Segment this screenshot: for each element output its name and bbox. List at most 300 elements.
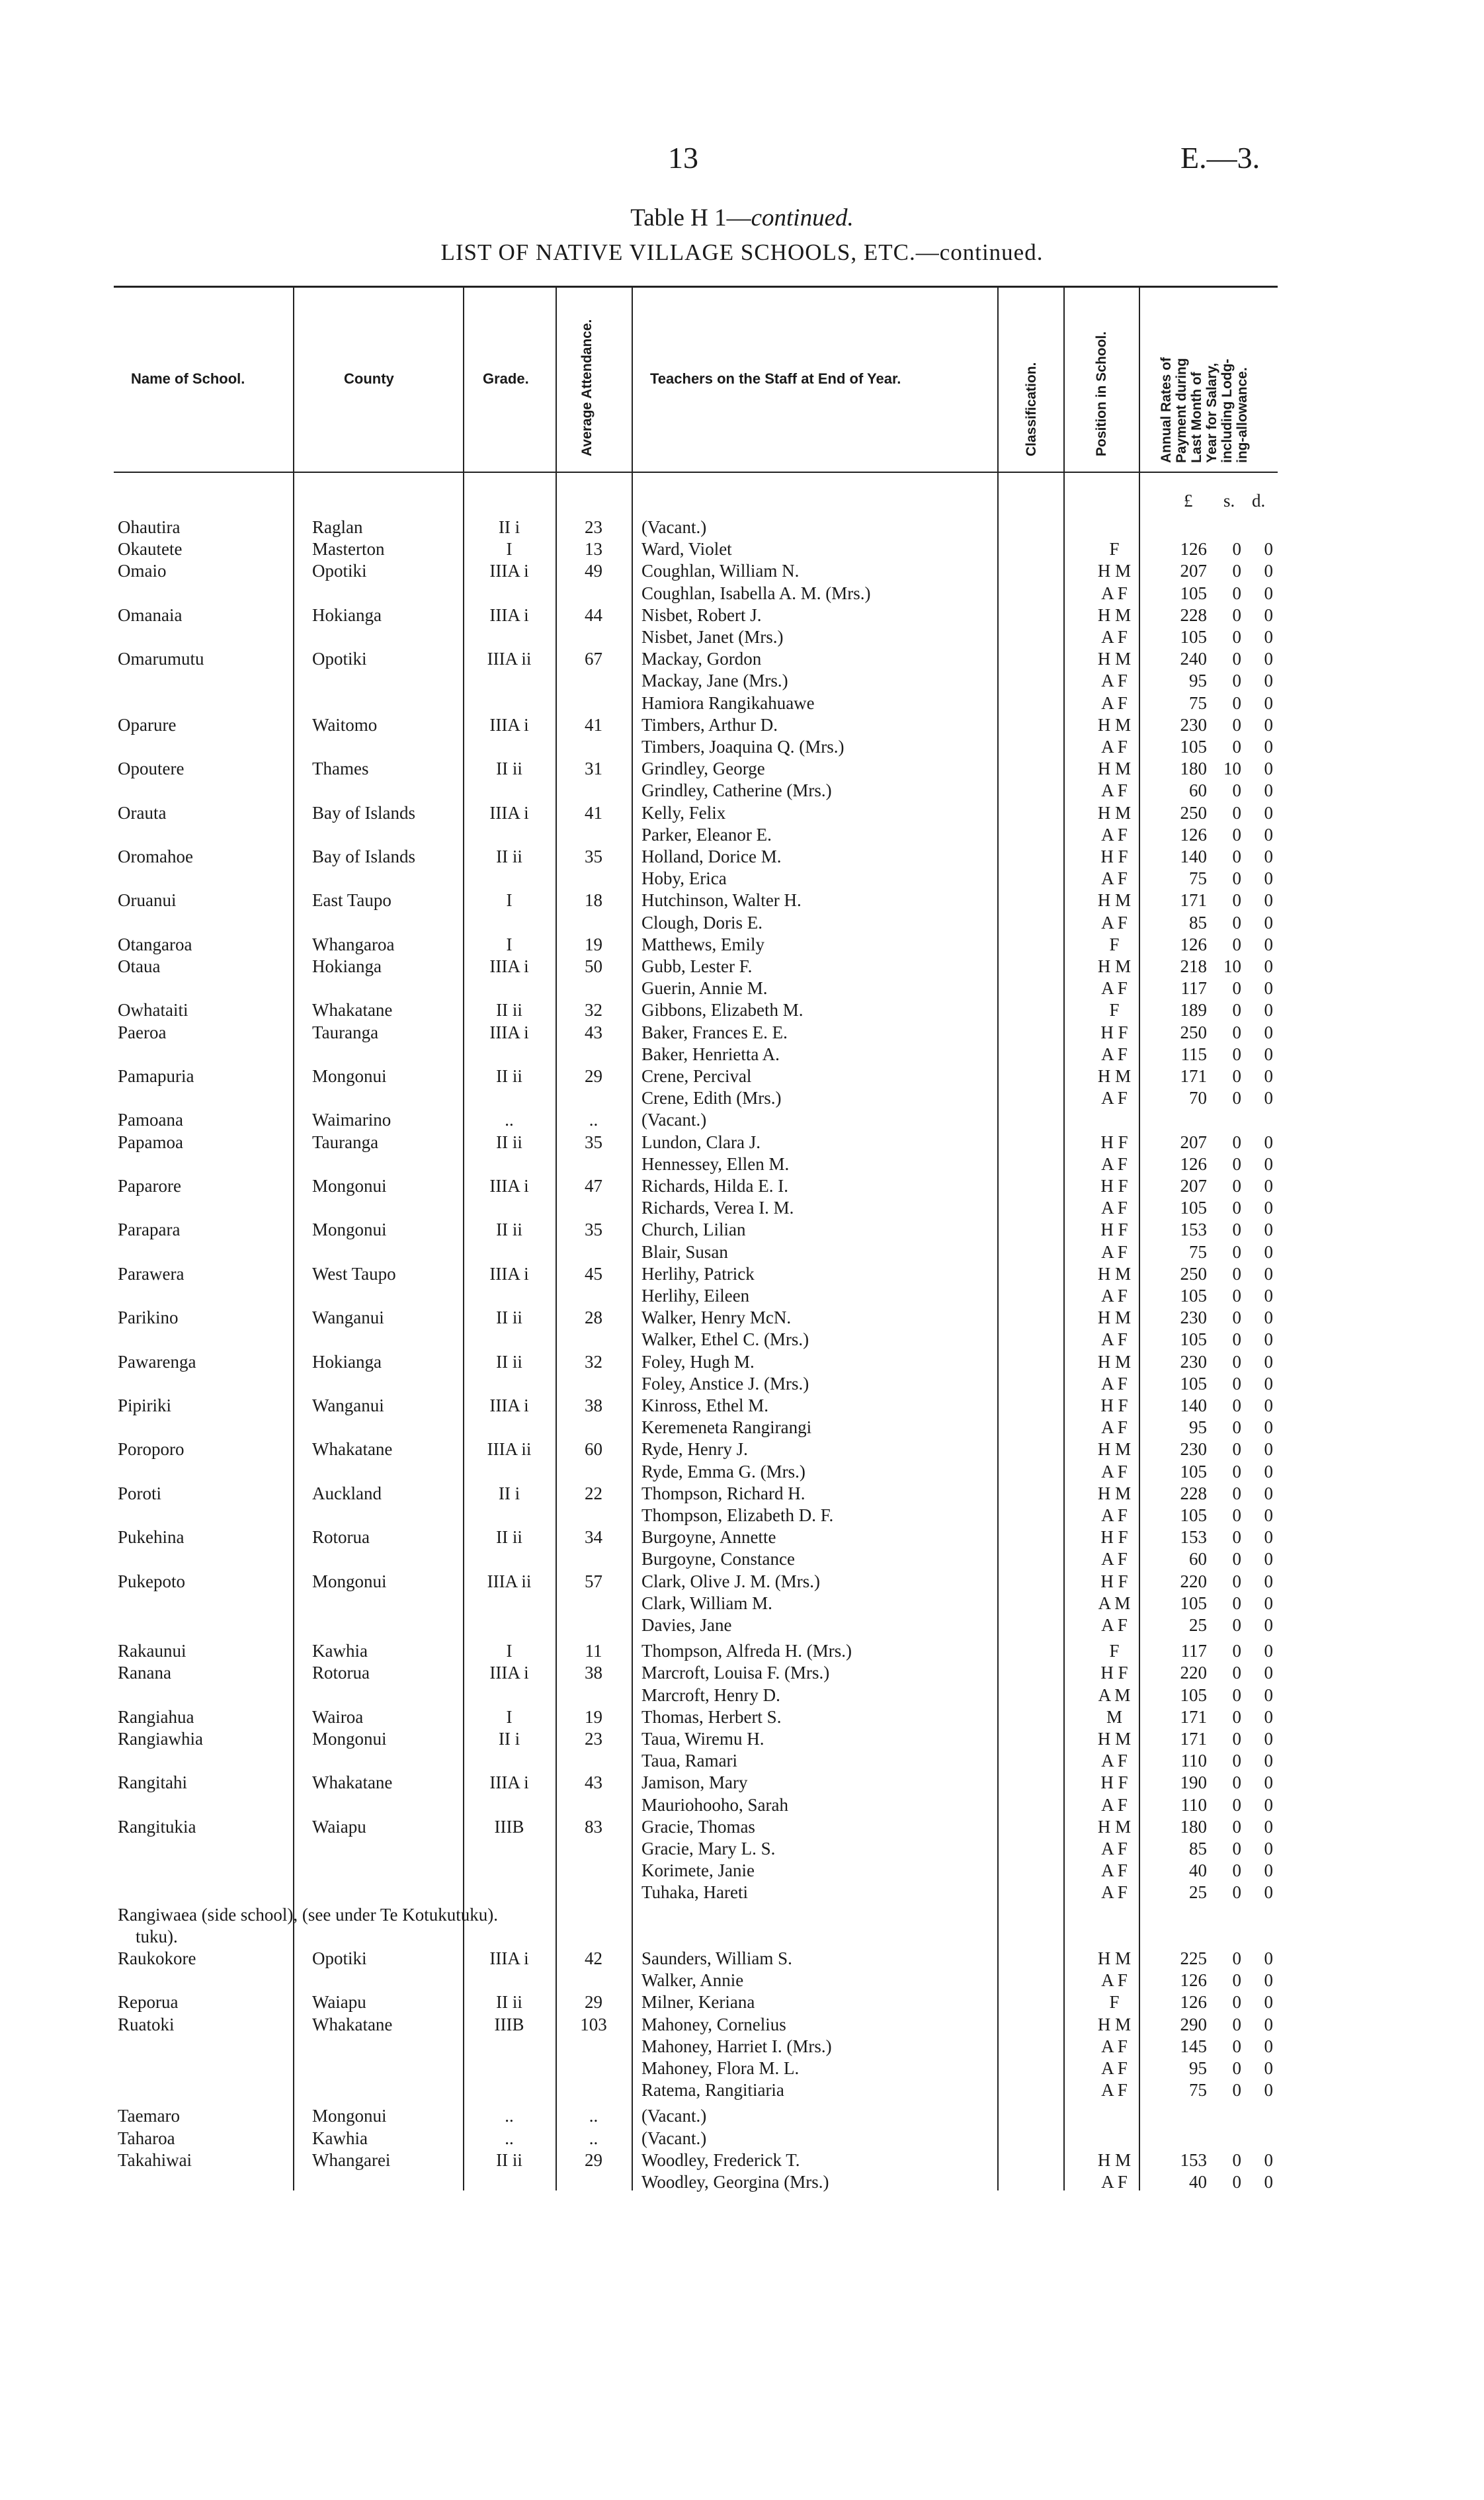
rate-shillings: 0 [1232, 2058, 1241, 2078]
rate-pounds: 126 [1180, 934, 1207, 954]
position-value: H F [1100, 1527, 1128, 1548]
school-name: Okautete [118, 539, 183, 560]
grade-value: II ii [496, 1351, 522, 1372]
county-name: Hokianga [312, 956, 382, 976]
teacher-name: Thompson, Richard H. [641, 1483, 805, 1503]
teacher-name: Mahoney, Flora M. L. [641, 2058, 800, 2078]
rate-shillings: 0 [1232, 978, 1241, 999]
rate-pence: 0 [1264, 1153, 1273, 1174]
teacher-name: Nisbet, Janet (Mrs.) [641, 627, 784, 647]
school-name: Owhataiti [118, 1000, 188, 1021]
school-name: Raukokore [118, 1948, 196, 1968]
rate-shillings: 0 [1232, 802, 1241, 823]
rate-pounds: 117 [1180, 978, 1207, 999]
rate-pence: 0 [1264, 759, 1273, 779]
rate-shillings: 0 [1232, 1308, 1241, 1328]
county-name: Opotiki [312, 561, 367, 581]
teacher-name: Burgoyne, Annette [641, 1527, 776, 1548]
county-name: Waiapu [312, 1992, 366, 2013]
teacher-name: Walker, Annie [641, 1970, 744, 1991]
grade-value: II ii [496, 847, 522, 866]
position-value: A F [1101, 1549, 1128, 1569]
attendance-value: 42 [585, 1948, 602, 1968]
position-value: H F [1100, 1396, 1128, 1415]
rate-shillings: 0 [1232, 2080, 1241, 2101]
attendance-value: 23 [585, 1729, 602, 1749]
table-row [0, 1548, 1484, 1570]
rate-shillings: 0 [1232, 824, 1241, 845]
rate-pounds: 40 [1189, 2172, 1207, 2192]
rate-shillings: 0 [1232, 2172, 1241, 2192]
grade-value: I [506, 1706, 513, 1727]
position-value: A F [1101, 2036, 1128, 2056]
school-name: Otaua [118, 956, 161, 976]
table-row [0, 2035, 1484, 2058]
rate-shillings: 0 [1232, 1663, 1241, 1683]
rate-pounds: 75 [1189, 2080, 1207, 2101]
position-value: A F [1101, 737, 1128, 757]
position-value: A F [1101, 868, 1128, 889]
rate-pence: 0 [1264, 934, 1273, 954]
rate-shillings: 0 [1232, 1860, 1241, 1881]
teacher-name: Mauriohooho, Sarah [641, 1794, 788, 1815]
rate-pence: 0 [1264, 1772, 1273, 1793]
school-name: Paeroa [118, 1022, 167, 1042]
county-name: Mongonui [312, 1571, 387, 1591]
teacher-name: Timbers, Arthur D. [641, 714, 778, 735]
teacher-name: Hutchinson, Walter H. [641, 890, 802, 911]
county-name: Whakatane [312, 2014, 393, 2034]
attendance-value: 31 [585, 759, 602, 779]
teacher-name: Kelly, Felix [641, 802, 726, 823]
teacher-name: Blair, Susan [641, 1241, 728, 1262]
county-name: Auckland [312, 1483, 382, 1503]
county-name: Mongonui [312, 1176, 387, 1196]
rate-shillings: 0 [1232, 1022, 1241, 1042]
attendance-value: 38 [585, 1663, 602, 1683]
school-name: Omarumutu [118, 649, 204, 669]
position-value: H F [1100, 1022, 1128, 1042]
header-attendance: Average Attendance. [579, 319, 595, 456]
teacher-name: Gracie, Thomas [641, 1816, 755, 1837]
school-name: Taharoa [118, 2128, 175, 2148]
school-name: Pukepoto [118, 1571, 186, 1591]
attendance-value: 67 [585, 649, 602, 669]
attendance-value: 47 [585, 1176, 602, 1196]
teacher-name: Richards, Hilda E. I. [641, 1176, 788, 1196]
rate-pounds: 230 [1180, 1351, 1207, 1372]
attendance-value: 11 [585, 1641, 602, 1661]
county-name: West Taupo [312, 1263, 396, 1284]
position-value: A M [1098, 1593, 1131, 1613]
rate-pence: 0 [1264, 847, 1273, 866]
rate-pence: 0 [1264, 583, 1273, 603]
position-value: H M [1097, 1729, 1132, 1749]
rate-shillings: 0 [1232, 627, 1241, 647]
rate-pence: 0 [1264, 1241, 1273, 1262]
table-row [0, 1728, 1484, 1750]
rate-shillings: 10 [1223, 956, 1241, 976]
table-row [0, 1706, 1484, 1728]
unit-shillings: s. [1223, 491, 1235, 511]
position-value: F [1109, 1992, 1120, 2013]
rate-pounds: 220 [1180, 1663, 1207, 1683]
rate-pounds: 228 [1180, 1483, 1207, 1503]
teacher-name: Woodley, Georgina (Mrs.) [641, 2172, 829, 2192]
table-row [0, 626, 1484, 648]
teacher-name: Taua, Wiremu H. [641, 1729, 764, 1749]
teacher-name: Clough, Doris E. [641, 912, 763, 933]
rate-pence: 0 [1264, 2149, 1273, 2170]
rate-pounds: 171 [1180, 1066, 1207, 1086]
rate-pence: 0 [1264, 1882, 1273, 1903]
rate-shillings: 0 [1232, 847, 1241, 866]
rate-pence: 0 [1264, 1751, 1273, 1771]
teacher-name: (Vacant.) [641, 517, 707, 537]
school-name: Takahiwai [118, 2149, 192, 2170]
position-value: H M [1097, 956, 1132, 976]
position-value: A F [1101, 1505, 1128, 1525]
teacher-name: Coughlan, Isabella A. M. (Mrs.) [641, 583, 871, 603]
header-rates-line: Payment during [1174, 358, 1189, 463]
table-row [0, 1153, 1484, 1175]
rate-shillings: 0 [1232, 1816, 1241, 1837]
teacher-name: Richards, Verea I. M. [641, 1198, 794, 1218]
header-top-rule [114, 286, 1278, 288]
rate-pence: 0 [1264, 1593, 1273, 1613]
grade-value: II ii [496, 1066, 522, 1086]
grade-value: I [506, 934, 513, 954]
county-name: Whakatane [312, 1439, 393, 1460]
rate-pounds: 105 [1180, 1461, 1207, 1481]
county-name: Thames [312, 759, 369, 779]
teacher-name: Tuhaka, Hareti [641, 1882, 748, 1903]
table-row [0, 538, 1484, 560]
header-position: Position in School. [1094, 331, 1109, 456]
table-row [0, 1241, 1484, 1263]
grade-value: II ii [496, 1000, 522, 1021]
table-row [0, 1087, 1484, 1109]
county-name: Mongonui [312, 1066, 387, 1086]
grade-value: .. [505, 1110, 514, 1130]
position-value: A F [1101, 1882, 1128, 1903]
rate-pence: 0 [1264, 1992, 1273, 2013]
rate-pounds: 230 [1180, 714, 1207, 735]
table-subtitle: LIST OF NATIVE VILLAGE SCHOOLS, ETC.—continued. [440, 239, 1044, 265]
school-name: Oparure [118, 714, 177, 735]
attendance-value: 41 [585, 802, 602, 823]
position-value: H F [1100, 1571, 1128, 1591]
rate-pounds: 207 [1180, 561, 1207, 581]
school-name: Otangaroa [118, 934, 192, 954]
rate-pence: 0 [1264, 1706, 1273, 1727]
table-row [0, 714, 1484, 736]
rate-pounds: 126 [1180, 539, 1207, 560]
rate-pounds: 225 [1180, 1948, 1207, 1968]
rate-shillings: 0 [1232, 1176, 1241, 1196]
table-row [0, 1021, 1484, 1044]
rate-pounds: 85 [1189, 912, 1207, 933]
rate-pounds: 95 [1189, 1417, 1207, 1438]
county-name: Opotiki [312, 1948, 367, 1968]
position-value: H M [1097, 714, 1132, 735]
rate-pence: 0 [1264, 1970, 1273, 1991]
position-value: A F [1101, 671, 1128, 691]
rate-shillings: 0 [1232, 1839, 1241, 1858]
rate-shillings: 0 [1232, 1571, 1241, 1591]
table-row [0, 911, 1484, 934]
position-value: H M [1097, 759, 1132, 779]
teacher-name: (Vacant.) [641, 1110, 707, 1130]
grade-value: IIIA i [489, 802, 529, 823]
teacher-name: Hamiora Rangikahuawe [641, 692, 815, 713]
rate-shillings: 0 [1232, 1132, 1241, 1152]
school-name: Omanaia [118, 604, 183, 625]
position-value: A F [1101, 1373, 1128, 1394]
teacher-name: Hoby, Erica [641, 868, 727, 889]
rate-shillings: 0 [1232, 561, 1241, 581]
rate-pounds: 250 [1180, 1022, 1207, 1042]
grade-value: IIIA ii [487, 1571, 532, 1591]
county-name: Waiapu [312, 1816, 366, 1837]
school-name: Ohautira [118, 517, 181, 537]
rate-pounds: 105 [1180, 737, 1207, 757]
rate-pounds: 105 [1180, 1685, 1207, 1705]
rate-pence: 0 [1264, 1220, 1273, 1240]
teacher-name: Gracie, Mary L. S. [641, 1839, 776, 1858]
rate-pence: 0 [1264, 1483, 1273, 1503]
attendance-value: 103 [580, 2014, 607, 2034]
rate-pence: 0 [1264, 1860, 1273, 1881]
header-school: Name of School. [131, 370, 245, 387]
position-value: H M [1097, 890, 1132, 911]
rate-pence: 0 [1264, 1794, 1273, 1815]
rate-pence: 0 [1264, 1571, 1273, 1591]
rate-pence: 0 [1264, 1044, 1273, 1064]
table-row [0, 669, 1484, 692]
grade-value: IIIA i [489, 1396, 529, 1415]
table-row [0, 1306, 1484, 1329]
position-value: H M [1097, 1816, 1132, 1837]
attendance-value: 22 [585, 1483, 602, 1503]
table-row [0, 2057, 1484, 2079]
rate-pounds: 230 [1180, 1308, 1207, 1328]
county-name: Rotorua [312, 1663, 370, 1683]
attendance-value: 32 [585, 1351, 602, 1372]
rate-pounds: 189 [1180, 1000, 1207, 1021]
grade-value: IIIA i [489, 1263, 529, 1284]
grade-value: II ii [496, 1992, 522, 2013]
rate-shillings: 0 [1232, 1794, 1241, 1815]
position-value: A F [1101, 583, 1128, 603]
position-value: H F [1100, 1663, 1128, 1683]
table-title-prefix: Table H 1— [630, 204, 751, 231]
teacher-name: Kinross, Ethel M. [641, 1396, 768, 1415]
rate-shillings: 0 [1232, 1044, 1241, 1064]
county-name: Whakatane [312, 1000, 393, 1021]
position-value: A F [1101, 912, 1128, 933]
teacher-name: Mahoney, Cornelius [641, 2014, 786, 2034]
attendance-value: 38 [585, 1396, 602, 1415]
rate-shillings: 0 [1232, 1685, 1241, 1705]
school-name: Orauta [118, 802, 167, 823]
table-row [0, 1661, 1484, 1684]
attendance-value: 13 [585, 539, 602, 560]
header-county: County [344, 370, 394, 387]
rate-pounds: 40 [1189, 1860, 1207, 1881]
rate-pounds: 75 [1189, 692, 1207, 713]
rate-pounds: 126 [1180, 1970, 1207, 1991]
county-name: Waitomo [312, 714, 378, 735]
rate-pounds: 153 [1180, 2149, 1207, 2170]
position-value: A F [1101, 2080, 1128, 2101]
teacher-name: Foley, Anstice J. (Mrs.) [641, 1373, 809, 1394]
rate-pence: 0 [1264, 978, 1273, 999]
teacher-name: Grindley, Catherine (Mrs.) [641, 780, 832, 801]
position-value: M [1106, 1706, 1122, 1727]
rate-pence: 0 [1264, 649, 1273, 669]
attendance-value: 28 [585, 1308, 602, 1328]
county-name: Masterton [312, 539, 385, 560]
rate-shillings: 0 [1232, 1483, 1241, 1503]
attendance-value: 83 [585, 1816, 602, 1837]
rate-pounds: 105 [1180, 1286, 1207, 1306]
rate-pence: 0 [1264, 1308, 1273, 1328]
grade-value: IIIA i [489, 561, 529, 581]
table-row [0, 1196, 1484, 1219]
teacher-name: Thompson, Alfreda H. (Mrs.) [641, 1641, 852, 1661]
rate-pounds: 117 [1180, 1641, 1207, 1661]
position-value: H M [1097, 1439, 1132, 1460]
teacher-name: Baker, Frances E. E. [641, 1022, 788, 1042]
rate-pence: 0 [1264, 1641, 1273, 1661]
position-value: A F [1101, 2058, 1128, 2078]
county-name: Whangaroa [312, 934, 395, 954]
grade-value: II ii [496, 1220, 522, 1240]
attendance-value: 23 [585, 517, 602, 537]
position-value: H F [1100, 1220, 1128, 1240]
grade-value: II ii [496, 1527, 522, 1548]
table-row [0, 1284, 1484, 1307]
rate-pence: 0 [1264, 1066, 1273, 1086]
attendance-value: .. [589, 2106, 598, 2126]
rate-shillings: 0 [1232, 714, 1241, 735]
teacher-name: Clark, William M. [641, 1593, 772, 1613]
attendance-value: 43 [585, 1772, 602, 1793]
teacher-name: Lundon, Clara J. [641, 1132, 761, 1152]
rate-pounds: 250 [1180, 1263, 1207, 1284]
table-title-suffix: continued. [751, 204, 854, 231]
rate-pounds: 171 [1180, 1729, 1207, 1749]
teacher-name: Marcroft, Louisa F. (Mrs.) [641, 1663, 830, 1683]
teacher-name: (Vacant.) [641, 2106, 707, 2126]
position-value: H M [1097, 1263, 1132, 1284]
attendance-value: .. [589, 1110, 598, 1130]
teacher-name: Crene, Percival [641, 1066, 752, 1086]
county-name: Rotorua [312, 1527, 370, 1548]
position-value: F [1109, 539, 1120, 560]
rate-pence: 0 [1264, 1417, 1273, 1438]
table-row [0, 2013, 1484, 2036]
teacher-name: Marcroft, Henry D. [641, 1685, 780, 1705]
table-row [0, 1372, 1484, 1395]
rate-shillings: 0 [1232, 868, 1241, 889]
rate-pence: 0 [1264, 1286, 1273, 1306]
table-row [0, 1065, 1484, 1087]
attendance-value: 19 [585, 934, 602, 954]
teacher-name: Thompson, Elizabeth D. F. [641, 1505, 834, 1525]
position-value: H M [1097, 649, 1132, 669]
header-grade: Grade. [483, 370, 529, 387]
position-value: A F [1101, 1417, 1128, 1438]
position-value: H M [1097, 1066, 1132, 1086]
rate-pounds: 60 [1189, 780, 1207, 801]
rate-pounds: 25 [1189, 1615, 1207, 1635]
rate-pounds: 207 [1180, 1176, 1207, 1196]
table-row [0, 1794, 1484, 1816]
position-value: A F [1101, 780, 1128, 801]
rate-shillings: 0 [1232, 1066, 1241, 1086]
teacher-name: Herlihy, Patrick [641, 1263, 755, 1284]
rate-shillings: 0 [1232, 2014, 1241, 2034]
rate-pence: 0 [1264, 868, 1273, 889]
rate-shillings: 0 [1232, 1751, 1241, 1771]
table-row [0, 647, 1484, 670]
county-name: Wairoa [312, 1706, 364, 1727]
rate-pounds: 105 [1180, 1593, 1207, 1613]
attendance-value: 29 [585, 1066, 602, 1086]
table-row [0, 516, 1484, 538]
rate-pounds: 190 [1180, 1772, 1207, 1793]
county-name: Kawhia [312, 1641, 368, 1661]
rate-pounds: 153 [1180, 1527, 1207, 1548]
school-name: Parikino [118, 1308, 179, 1328]
grade-value: I [506, 1641, 513, 1661]
attendance-value: 29 [585, 1992, 602, 2013]
table-row [0, 1903, 1484, 1926]
school-name: Pamoana [118, 1110, 183, 1130]
position-value: H F [1100, 847, 1128, 866]
rate-shillings: 0 [1232, 1351, 1241, 1372]
rate-pounds: 25 [1189, 1882, 1207, 1903]
school-name: Oromahoe [118, 847, 193, 866]
rate-pounds: 70 [1189, 1088, 1207, 1108]
teacher-name: Korimete, Janie [641, 1860, 755, 1881]
teacher-name: Milner, Keriana [641, 1992, 755, 2013]
teacher-name: Ratema, Rangitiaria [641, 2080, 784, 2101]
table-row [0, 1482, 1484, 1505]
attendance-value: 45 [585, 1263, 602, 1284]
county-name: Tauranga [312, 1132, 379, 1152]
rate-pence: 0 [1264, 1816, 1273, 1837]
grade-value: IIIA ii [487, 1439, 532, 1460]
rate-shillings: 0 [1232, 780, 1241, 801]
rate-shillings: 0 [1232, 1241, 1241, 1262]
position-value: A F [1101, 1839, 1128, 1858]
grade-value: II i [498, 1483, 520, 1503]
rate-pounds: 105 [1180, 1198, 1207, 1218]
county-name: Opotiki [312, 649, 367, 669]
table-row [0, 1131, 1484, 1153]
table-row [0, 802, 1484, 824]
table-row [0, 1614, 1484, 1636]
teacher-name: Thomas, Herbert S. [641, 1706, 782, 1727]
grade-value: .. [505, 2106, 514, 2126]
table-row [0, 2104, 1484, 2127]
rate-pounds: 126 [1180, 1153, 1207, 1174]
rate-pounds: 145 [1180, 2036, 1207, 2056]
school-name: Rangitukia [118, 1816, 196, 1837]
